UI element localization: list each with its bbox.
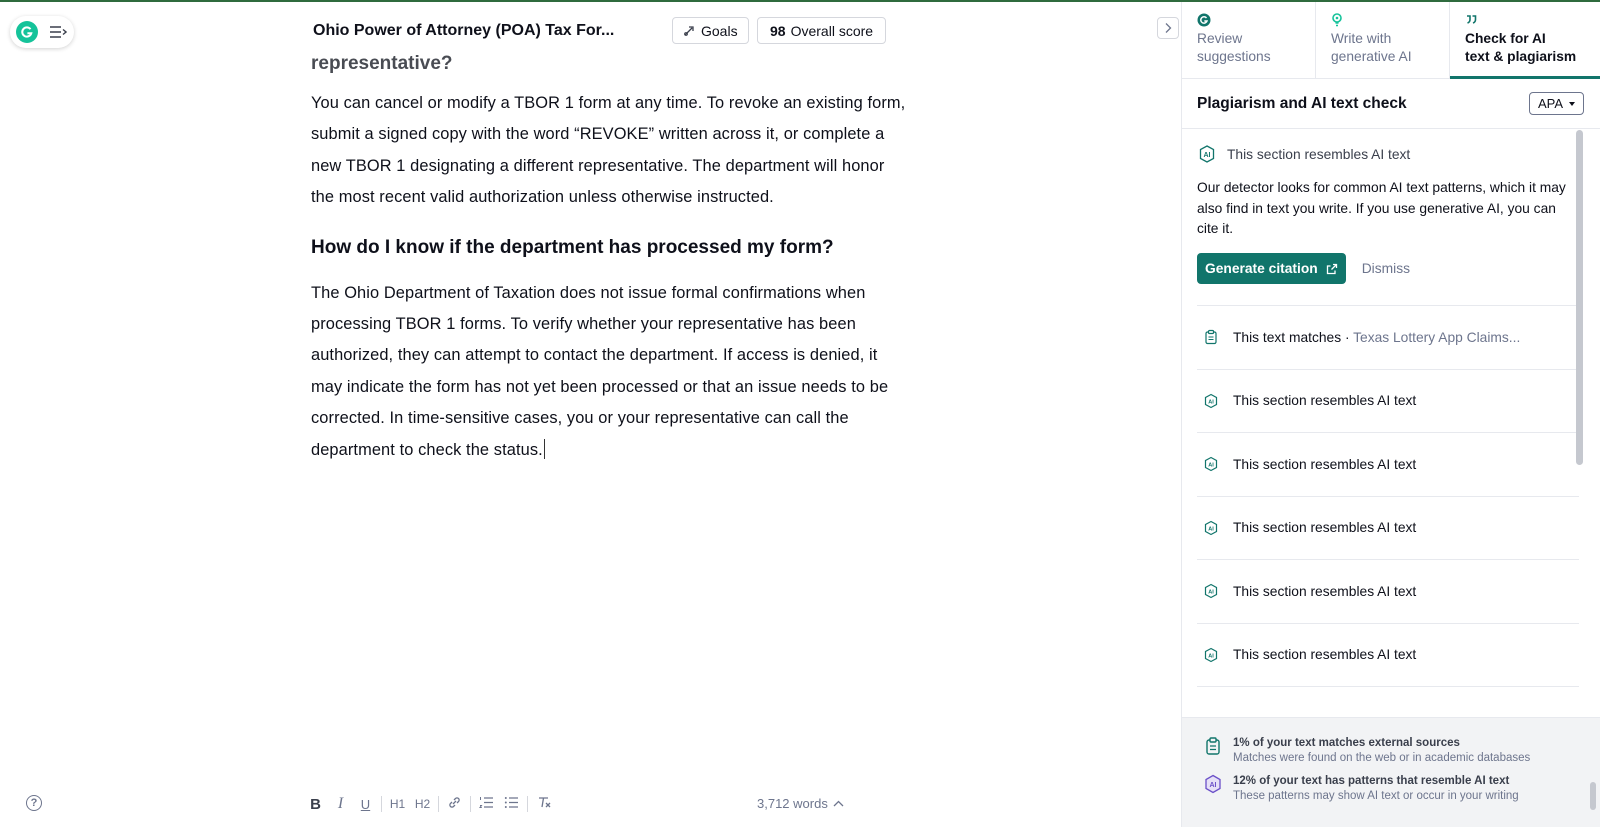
- toolbar-divider: [470, 796, 471, 812]
- toolbar-divider: [438, 796, 439, 812]
- tab-generative-ai[interactable]: [1316, 2, 1450, 78]
- ai-text-row[interactable]: [1197, 433, 1579, 497]
- svg-text:AI: AI: [1209, 782, 1217, 789]
- window-scrollbar[interactable]: [1590, 782, 1596, 810]
- score-label: Overall score: [790, 22, 874, 39]
- grammarly-g-icon: [1197, 12, 1211, 28]
- word-count-button[interactable]: [757, 796, 844, 811]
- toolbar-divider: [381, 796, 382, 812]
- underline-button[interactable]: U: [360, 796, 371, 812]
- check-summary: [1182, 717, 1600, 827]
- panel-title: Plagiarism and AI text check: [1197, 94, 1407, 112]
- formatting-toolbar: [303, 794, 556, 814]
- score-value: 98: [770, 22, 786, 39]
- ai-brain-icon: [1197, 144, 1217, 164]
- row-source: Texas Lottery App Claims...: [1353, 329, 1521, 345]
- tab-ai-plagiarism[interactable]: [1450, 2, 1600, 78]
- ai-summary-desc: These patterns may show AI text or occur in your writing: [1233, 790, 1519, 802]
- plagiarism-summary-title: 1% of your text matches external sources: [1233, 737, 1460, 749]
- bullet-list-icon[interactable]: [499, 796, 524, 812]
- ai-summary[interactable]: [1203, 774, 1600, 804]
- word-count-label: 3,712 words: [757, 796, 828, 811]
- row-text: This section resembles AI text: [1233, 583, 1417, 599]
- tab-label-line1: Write with: [1331, 31, 1392, 46]
- row-text: This section resembles AI text: [1233, 456, 1417, 472]
- clipboard-icon: [1203, 736, 1223, 756]
- goals-button[interactable]: [672, 17, 749, 44]
- ai-text-row[interactable]: [1197, 560, 1579, 624]
- row-text: This section resembles AI text: [1233, 520, 1417, 536]
- goals-icon: [683, 25, 695, 37]
- text-cursor: [544, 439, 545, 459]
- lightbulb-icon: [1331, 12, 1343, 28]
- tab-review-suggestions[interactable]: [1182, 2, 1316, 78]
- grammarly-logo-icon[interactable]: [16, 21, 38, 43]
- results-list[interactable]: [1182, 130, 1594, 718]
- panel-scrollbar[interactable]: [1576, 130, 1583, 465]
- ordered-list-icon[interactable]: [474, 796, 499, 812]
- svg-text:AI: AI: [1208, 653, 1214, 660]
- grammarly-widget: [10, 16, 74, 48]
- plagiarism-summary-desc: Matches were found on the web or in academic databases: [1233, 752, 1531, 764]
- assistant-panel: [1181, 2, 1600, 827]
- tab-label-line2: suggestions: [1197, 49, 1271, 64]
- svg-text:AI: AI: [1208, 462, 1214, 469]
- document-title[interactable]: Ohio Power of Attorney (POA) Tax For...: [313, 22, 615, 39]
- ai-text-row[interactable]: [1197, 370, 1579, 434]
- ai-brain-icon: [1203, 583, 1219, 599]
- ai-summary-title: 12% of your text has patterns that resemble AI text: [1233, 775, 1510, 787]
- generate-citation-label: Generate citation: [1205, 261, 1318, 277]
- heading2-button[interactable]: H2: [414, 797, 431, 811]
- ai-brain-icon: [1203, 774, 1223, 794]
- quote-icon: [1465, 12, 1479, 28]
- clipboard-icon: [1203, 329, 1219, 345]
- ai-card-actions: [1197, 253, 1579, 306]
- row-text: This text matches ·: [1233, 329, 1354, 345]
- tab-label-line1: Check for AI: [1465, 31, 1546, 46]
- overall-score-button[interactable]: [757, 17, 886, 44]
- ai-card-body: Our detector looks for common AI text patterns, which it may also find in text you write. If you use generative AI, you can cite it.: [1197, 180, 1566, 237]
- row-text: This section resembles AI text: [1233, 647, 1417, 663]
- ai-text-row[interactable]: [1197, 624, 1579, 688]
- heading1-button[interactable]: H1: [389, 797, 406, 811]
- svg-text:AI: AI: [1208, 526, 1214, 533]
- help-icon[interactable]: ?: [26, 795, 42, 811]
- ai-card-heading: This section resembles AI text: [1227, 146, 1411, 162]
- tab-label-line1: Review: [1197, 31, 1243, 46]
- collapse-panel-button[interactable]: [1157, 17, 1179, 39]
- dismiss-button[interactable]: Dismiss: [1361, 261, 1411, 277]
- chevron-right-icon: [1164, 22, 1172, 34]
- partial-heading: representative?: [311, 53, 453, 74]
- ai-text-row[interactable]: [1197, 497, 1579, 561]
- paragraph-processed-text: The Ohio Department of Taxation does not issue formal confirmations when processing TBOR 1 forms. To verify whether your representative has been authorized, they can attempt to contact the department. If access is denied, it may indicate the form has not yet been processed or that an issue needs to be corrected. In time-sensitive cases, you or your representative can call the department to check the status.: [311, 283, 889, 459]
- panel-header: [1182, 79, 1600, 129]
- menu-icon[interactable]: [48, 22, 68, 42]
- goals-label: Goals: [701, 22, 738, 39]
- results-rows: [1197, 306, 1579, 687]
- citation-style-value: APA: [1537, 96, 1563, 111]
- section-heading[interactable]: How do I know if the department has processed my form?: [311, 236, 834, 258]
- ai-brain-icon: [1203, 393, 1219, 409]
- external-link-icon: [1326, 263, 1338, 275]
- svg-text:AI: AI: [1208, 589, 1214, 596]
- bold-button[interactable]: B: [310, 795, 321, 813]
- plagiarism-summary[interactable]: [1203, 736, 1600, 766]
- expanded-ai-card: [1197, 130, 1579, 306]
- ai-brain-icon: [1203, 456, 1219, 472]
- panel-tabs: [1182, 2, 1600, 79]
- svg-text:AI: AI: [1203, 152, 1211, 159]
- tab-label-line2: text & plagiarism: [1465, 49, 1577, 64]
- italic-button[interactable]: I: [337, 795, 344, 812]
- paragraph-revoke[interactable]: You can cancel or modify a TBOR 1 form at any time. To revoke an existing form, submit a signed copy with the word “REVOKE” written across it, or complete a new TBOR 1 designating a different representative. The department will honor the most recent valid authorization unless otherwise instructed.: [311, 94, 906, 207]
- paragraph-processed[interactable]: [311, 278, 911, 466]
- editor-content[interactable]: [311, 50, 911, 466]
- chevron-up-icon: [833, 800, 844, 807]
- clear-format-icon[interactable]: [531, 796, 556, 812]
- row-text: This section resembles AI text: [1233, 393, 1417, 409]
- generate-citation-button[interactable]: [1197, 253, 1346, 284]
- caret-down-icon: [1569, 102, 1575, 106]
- citation-style-select[interactable]: [1529, 92, 1584, 115]
- plagiarism-match-row[interactable]: [1197, 306, 1579, 370]
- toolbar-divider: [527, 796, 528, 812]
- ai-card-header[interactable]: [1197, 130, 1579, 178]
- ai-brain-icon: [1203, 520, 1219, 536]
- tab-label-line2: generative AI: [1331, 49, 1412, 64]
- link-icon[interactable]: [442, 795, 467, 813]
- ai-brain-icon: [1203, 647, 1219, 663]
- svg-text:AI: AI: [1208, 399, 1214, 406]
